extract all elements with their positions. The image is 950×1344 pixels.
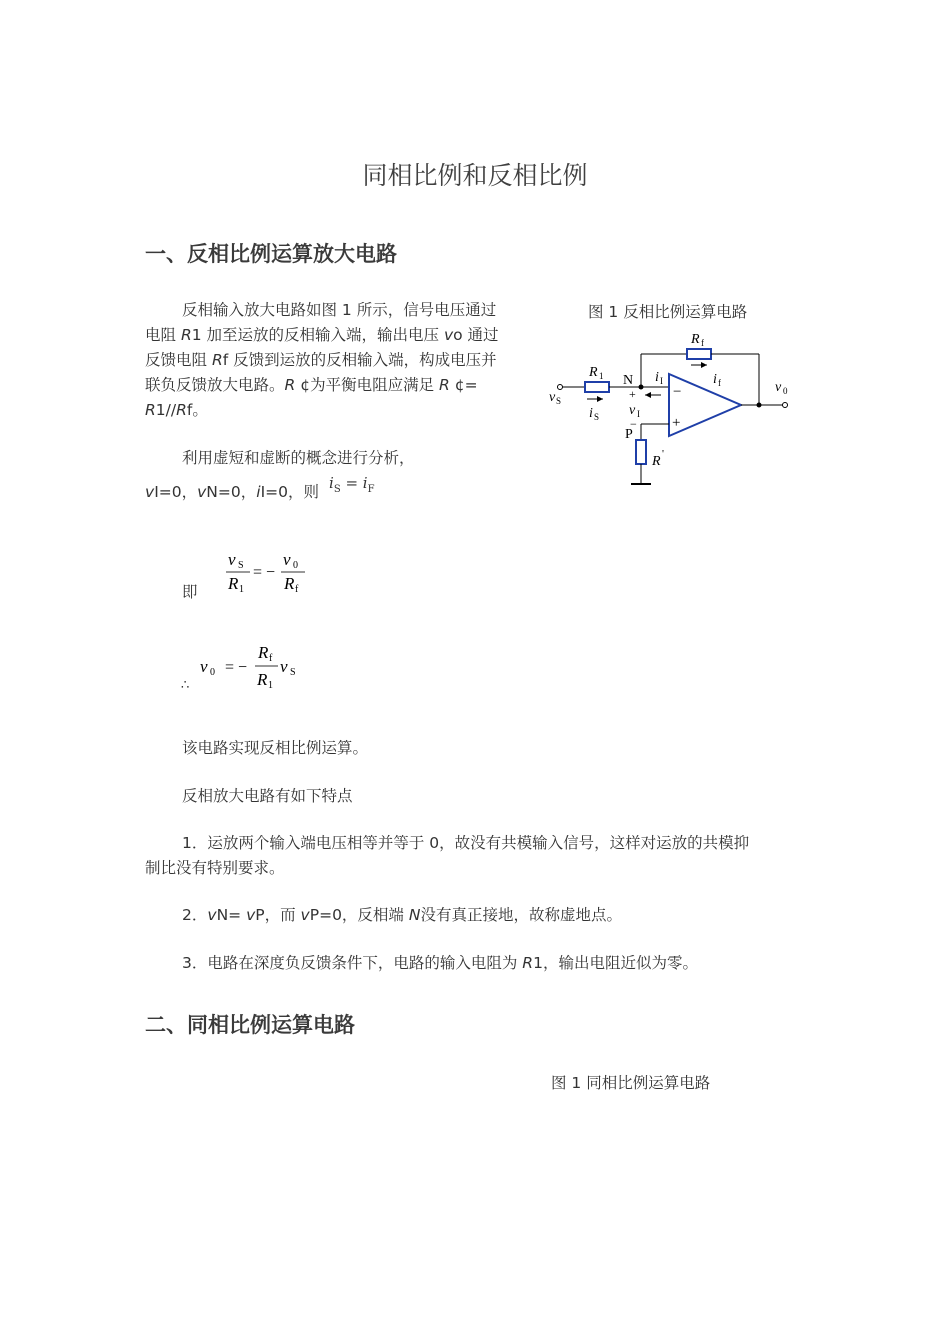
- eq2-r1-sub: 1: [268, 680, 273, 691]
- label-rf: R: [691, 332, 700, 347]
- subscript: S: [333, 484, 341, 495]
- intro-text: 电阻: [145, 326, 181, 344]
- label-minus: −: [673, 384, 682, 400]
- eq2-equals: = −: [225, 659, 248, 676]
- symbol-r: R: [180, 326, 192, 344]
- equation-2: [196, 638, 306, 694]
- inverting-amplifier-circuit: [545, 326, 795, 491]
- label-plus-small: +: [629, 387, 636, 401]
- label-minus-small: −: [630, 417, 637, 431]
- intro-paragraph: [145, 298, 530, 423]
- cond-text: I=0，则: [260, 483, 319, 501]
- intro-text: f。: [186, 401, 208, 419]
- intro-text: ¢为平衡电阻应满足: [295, 376, 440, 394]
- label-ii: i: [655, 370, 659, 385]
- label-rprime: R: [652, 454, 661, 469]
- feature-1-line-1: 1．运放两个输入端电压相等并等于 0，故没有共模输入信号，这样对运放的共模抑: [182, 834, 750, 852]
- analysis-text: 利用虚短和虚断的概念进行分析，: [182, 449, 415, 467]
- figure-1-caption: 图 1 反相比例运算电路: [588, 303, 748, 321]
- condition-line: [145, 480, 319, 505]
- intro-text: 反馈电阻: [145, 351, 212, 369]
- intro-text: 联负反馈放大电路。: [145, 376, 285, 394]
- symbol-v: v: [443, 326, 454, 344]
- eq2-vo: v: [200, 657, 208, 676]
- node-n: [639, 385, 644, 390]
- eq2-vo-sub: 0: [210, 667, 215, 678]
- label-is-sub: S: [594, 412, 600, 422]
- symbol-v: v: [246, 906, 256, 924]
- eq1-vs: v: [228, 550, 236, 569]
- symbol-v: v: [145, 483, 155, 501]
- label-rprime-mark: ': [662, 448, 664, 460]
- eq1-r1: R: [228, 574, 239, 593]
- symbol-r: R: [522, 954, 534, 972]
- label-n: N: [623, 373, 634, 388]
- output-node: [757, 403, 762, 408]
- eq1-vo-sub: 0: [293, 560, 298, 571]
- feature-text: 2．: [182, 906, 208, 924]
- symbol-v: v: [197, 483, 207, 501]
- feature-2: [182, 903, 622, 928]
- label-p: P: [625, 427, 633, 442]
- equation-1: [222, 544, 312, 598]
- resistor-rprime: [636, 440, 646, 464]
- intro-text: f 反馈到运放的反相输入端，构成电压并: [222, 351, 497, 369]
- section-heading-1: 一、反相比例运算放大电路: [145, 242, 397, 266]
- eq1-equals: = −: [253, 564, 276, 581]
- eq2-r1: R: [257, 670, 268, 689]
- feature-1: [145, 831, 805, 881]
- cond-text: I=0，: [154, 483, 198, 501]
- eq1-r1-sub: 1: [239, 584, 244, 595]
- symbol-r: R: [284, 376, 296, 394]
- feature-text: P=0，反相端: [309, 906, 409, 924]
- intro-text: 1 加至运放的反相输入端，输出电压: [191, 326, 444, 344]
- ji-label: 即: [182, 583, 198, 601]
- label-if: i: [713, 372, 717, 387]
- feature-text: 3．电路在深度负反馈条件下，电路的输入电阻为: [182, 954, 523, 972]
- eq2-rf-sub: f: [269, 653, 273, 664]
- conclusion-text: 该电路实现反相比例运算。: [182, 739, 369, 757]
- intro-text: ¢=: [449, 376, 478, 394]
- eq1-vo: v: [283, 550, 291, 569]
- eq2-vs: v: [280, 657, 288, 676]
- therefore-symbol: ∴: [181, 678, 190, 693]
- equation-text: = i: [340, 474, 368, 492]
- feature-text: 没有真正接地，故称虚地点。: [420, 906, 622, 924]
- symbol-v: v: [207, 906, 217, 924]
- symbol-i: i: [329, 474, 334, 492]
- intro-line-1: 反相输入放大电路如图 1 所示，信号电压通过: [182, 301, 497, 319]
- eq1-vs-sub: S: [238, 560, 244, 571]
- label-rf-sub: f: [701, 338, 704, 348]
- label-plus: +: [672, 415, 681, 431]
- feature-text: N=: [216, 906, 247, 924]
- label-vo-sub: 0: [783, 386, 788, 396]
- eq2-rf: R: [258, 643, 269, 662]
- intro-text: o 通过: [453, 326, 499, 344]
- section-heading-2: 二、同相比例运算电路: [145, 1013, 355, 1037]
- feature-1-line-2: 制比没有特别要求。: [145, 859, 285, 877]
- symbol-r: R: [439, 376, 450, 394]
- symbol-n: N: [408, 906, 421, 924]
- eq1-rf-sub: f: [295, 584, 299, 595]
- symbol-r: R: [145, 401, 156, 419]
- label-if-sub: f: [718, 378, 721, 388]
- features-title: 反相放大电路有如下特点: [182, 787, 353, 805]
- resistor-r1: [585, 382, 609, 392]
- intro-text: 1//: [155, 401, 177, 419]
- symbol-r: R: [176, 401, 187, 419]
- feature-text: 1，输出电阻近似为零。: [533, 954, 698, 972]
- feature-3: [182, 951, 698, 976]
- eq1-rf: R: [284, 574, 295, 593]
- subscript: F: [367, 484, 375, 495]
- arrow-head: [597, 396, 603, 402]
- label-vo: v: [775, 380, 782, 395]
- label-vi: v: [629, 403, 636, 418]
- label-r1-sub: 1: [599, 371, 604, 381]
- label-vs-sub: S: [556, 396, 562, 406]
- label-r1: R: [589, 365, 598, 380]
- arrow-head: [645, 392, 651, 398]
- label-vs: v: [549, 390, 556, 405]
- output-terminal: [783, 403, 788, 408]
- eq2-vs-sub: S: [290, 667, 296, 678]
- input-terminal: [558, 385, 563, 390]
- figure-2-caption: 图 1 同相比例运算电路: [551, 1074, 711, 1092]
- symbol-r: R: [211, 351, 223, 369]
- page-title: 同相比例和反相比例: [362, 161, 588, 190]
- cond-text: N=0，: [206, 483, 257, 501]
- symbol-v: v: [300, 906, 310, 924]
- feature-text: P，而: [255, 906, 301, 924]
- resistor-rf: [687, 349, 711, 359]
- label-is: i: [589, 406, 593, 421]
- symbol-i: i: [256, 483, 261, 501]
- label-vi-sub: I: [637, 409, 640, 419]
- current-equation: [329, 474, 375, 495]
- arrow-head: [701, 362, 707, 368]
- label-ii-sub: I: [660, 376, 663, 386]
